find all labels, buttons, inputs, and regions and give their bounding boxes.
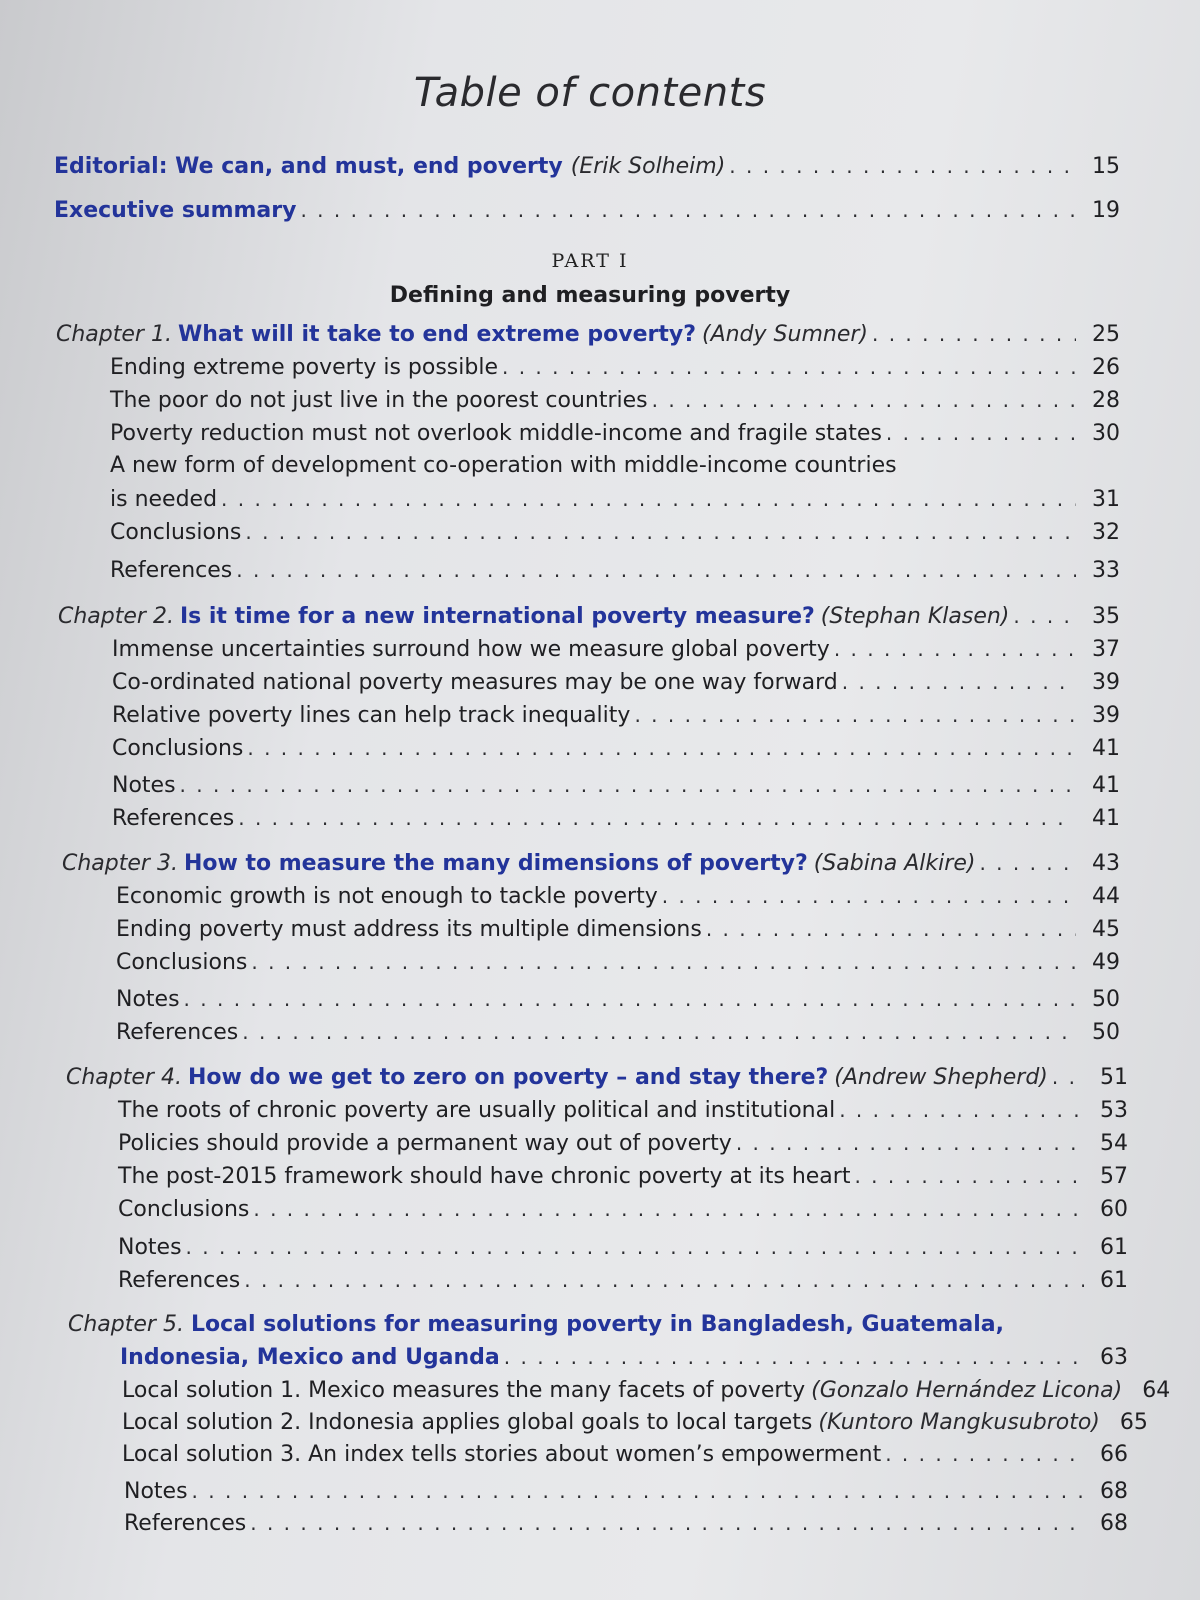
toc-chapter-2[interactable] bbox=[58, 602, 1120, 631]
dot-leader bbox=[979, 849, 1076, 877]
section-page: 39 bbox=[1092, 703, 1120, 728]
section-page: 68 bbox=[1100, 1479, 1128, 1504]
section-title: Ending poverty must address its multiple dimensions bbox=[116, 917, 702, 942]
section-page: 37 bbox=[1092, 637, 1120, 662]
dot-leader bbox=[839, 1096, 1084, 1124]
toc-section[interactable] bbox=[110, 518, 1120, 547]
section-page: 64 bbox=[1142, 1378, 1171, 1403]
toc-section[interactable] bbox=[112, 804, 1120, 833]
dot-leader bbox=[854, 1162, 1084, 1190]
section-page: 60 bbox=[1100, 1197, 1128, 1222]
chapter-label: Chapter 3. bbox=[62, 851, 178, 876]
section-title: Conclusions bbox=[118, 1197, 250, 1222]
toc-section[interactable] bbox=[110, 485, 1120, 514]
toc-section[interactable] bbox=[116, 985, 1120, 1014]
section-page: 33 bbox=[1092, 558, 1120, 583]
section-title: Co-ordinated national poverty measures may be one way forward bbox=[112, 670, 838, 695]
section-page: 49 bbox=[1092, 950, 1120, 975]
chapter-label: Chapter 5. bbox=[68, 1312, 184, 1337]
section-page: 66 bbox=[1100, 1442, 1128, 1467]
dot-leader bbox=[242, 1018, 1076, 1046]
toc-section[interactable] bbox=[118, 1129, 1128, 1158]
section-page: 50 bbox=[1092, 987, 1120, 1012]
toc-section[interactable] bbox=[118, 1096, 1128, 1125]
dot-leader bbox=[1052, 1063, 1084, 1091]
toc-section[interactable] bbox=[110, 353, 1120, 382]
dot-leader bbox=[236, 556, 1076, 584]
dot-leader bbox=[662, 882, 1076, 910]
toc-section[interactable] bbox=[112, 701, 1120, 730]
section-title: Conclusions bbox=[116, 950, 248, 975]
section-title: Local solution 2. Indonesia applies global goals to local targets bbox=[122, 1410, 813, 1435]
entry-title: Editorial: We can, and must, end poverty bbox=[54, 154, 563, 179]
toc-section[interactable] bbox=[118, 1195, 1128, 1224]
dot-leader bbox=[736, 1129, 1084, 1157]
toc-section[interactable] bbox=[112, 635, 1120, 664]
section-title: Conclusions bbox=[112, 736, 244, 761]
toc-chapter-5-line1[interactable] bbox=[68, 1311, 1004, 1339]
dot-leader bbox=[192, 1477, 1084, 1505]
section-title: References bbox=[124, 1511, 247, 1536]
dot-leader bbox=[253, 1195, 1084, 1223]
dot-leader bbox=[634, 701, 1076, 729]
section-title: The roots of chronic poverty are usually political and institutional bbox=[118, 1098, 836, 1123]
chapter-page: 25 bbox=[1092, 322, 1120, 347]
chapter-title: What will it take to end extreme poverty? bbox=[177, 322, 696, 347]
dot-leader bbox=[886, 419, 1076, 447]
dot-leader bbox=[221, 485, 1076, 513]
dot-leader bbox=[300, 196, 1076, 224]
dot-leader bbox=[834, 635, 1076, 663]
chapter-author: (Stephan Klasen) bbox=[820, 604, 1010, 629]
chapter-page: 51 bbox=[1100, 1065, 1128, 1090]
chapter-label: Chapter 4. bbox=[66, 1065, 182, 1090]
section-title: Relative poverty lines can help track inequality bbox=[112, 703, 631, 728]
toc-section[interactable] bbox=[110, 386, 1120, 415]
toc-section[interactable] bbox=[124, 1477, 1128, 1506]
entry-author: (Erik Solheim) bbox=[570, 154, 726, 179]
toc-chapter-4[interactable] bbox=[66, 1063, 1128, 1092]
dot-leader bbox=[885, 1440, 1084, 1468]
part-title: Defining and measuring poverty bbox=[389, 283, 791, 308]
toc-section[interactable] bbox=[118, 1266, 1128, 1295]
section-title: Conclusions bbox=[110, 520, 242, 545]
toc-section[interactable] bbox=[124, 1509, 1128, 1538]
chapter-label: Chapter 2. bbox=[58, 604, 174, 629]
section-page: 53 bbox=[1100, 1098, 1128, 1123]
chapter-page: 63 bbox=[1100, 1345, 1128, 1370]
section-title: References bbox=[112, 806, 235, 831]
section-title: Notes bbox=[118, 1235, 182, 1260]
dot-leader bbox=[502, 353, 1076, 381]
chapter-author: (Andrew Shepherd) bbox=[834, 1065, 1048, 1090]
section-page: 57 bbox=[1100, 1164, 1128, 1189]
dot-leader bbox=[247, 734, 1076, 762]
section-page: 28 bbox=[1092, 388, 1120, 413]
section-page: 30 bbox=[1092, 421, 1120, 446]
toc-section[interactable] bbox=[110, 556, 1120, 585]
section-page: 41 bbox=[1092, 736, 1120, 761]
section-page: 61 bbox=[1100, 1235, 1128, 1260]
chapter-author: (Andy Sumner) bbox=[701, 322, 868, 347]
section-page: 65 bbox=[1119, 1410, 1148, 1435]
toc-section[interactable] bbox=[118, 1162, 1128, 1191]
chapter-page: 35 bbox=[1092, 604, 1120, 629]
section-title: The poor do not just live in the poorest countries bbox=[110, 388, 648, 413]
section-title: Immense uncertainties surround how we measure global poverty bbox=[112, 637, 830, 662]
section-title: The post-2015 framework should have chronic poverty at its heart bbox=[118, 1164, 851, 1189]
toc-section[interactable] bbox=[116, 882, 1120, 911]
entry-title: Executive summary bbox=[54, 198, 297, 223]
section-title: References bbox=[110, 558, 233, 583]
section-page: 26 bbox=[1092, 355, 1120, 380]
section-page: 45 bbox=[1092, 917, 1120, 942]
section-page: 61 bbox=[1100, 1268, 1128, 1293]
section-page: 32 bbox=[1092, 520, 1120, 545]
section-page: 44 bbox=[1092, 884, 1120, 909]
toc-section[interactable] bbox=[122, 1408, 1148, 1437]
toc-section[interactable] bbox=[112, 734, 1120, 763]
chapter-label: Chapter 1. bbox=[56, 322, 172, 347]
section-title: References bbox=[116, 1020, 239, 1045]
chapter-page: 43 bbox=[1092, 851, 1120, 876]
section-page: 39 bbox=[1092, 670, 1120, 695]
toc-entry-executive-summary[interactable] bbox=[54, 196, 1120, 225]
page-title: Table of contents bbox=[413, 70, 767, 116]
section-title: Ending extreme poverty is possible bbox=[110, 355, 498, 380]
chapter-author: (Sabina Alkire) bbox=[813, 851, 976, 876]
toc-section[interactable] bbox=[122, 1440, 1128, 1469]
section-page: 41 bbox=[1092, 806, 1120, 831]
section-title: Notes bbox=[124, 1479, 188, 1504]
section-title: Poverty reduction must not overlook middle-income and fragile states bbox=[110, 421, 882, 446]
toc-section[interactable] bbox=[122, 1376, 1171, 1405]
part-label: PART I bbox=[551, 250, 629, 272]
toc-chapter-1[interactable] bbox=[56, 320, 1120, 349]
dot-leader bbox=[244, 1266, 1084, 1294]
dot-leader bbox=[842, 668, 1076, 696]
dot-leader bbox=[504, 1343, 1084, 1371]
section-title: Local solution 3. An index tells stories about women’s empowerment bbox=[122, 1442, 882, 1467]
section-page: 68 bbox=[1100, 1511, 1128, 1536]
section-page: 31 bbox=[1092, 487, 1120, 512]
dot-leader bbox=[184, 985, 1076, 1013]
toc-section[interactable] bbox=[116, 915, 1120, 944]
section-title: Notes bbox=[116, 987, 180, 1012]
toc-section[interactable] bbox=[116, 1018, 1120, 1047]
section-title: Local solution 1. Mexico measures the many facets of poverty bbox=[122, 1378, 806, 1403]
section-title: Policies should provide a permanent way out of poverty bbox=[118, 1131, 732, 1156]
toc-section[interactable] bbox=[116, 948, 1120, 977]
section-author: (Kuntoro Mangkusubroto) bbox=[818, 1410, 1100, 1435]
section-author: (Gonzalo Hernández Licona) bbox=[811, 1378, 1123, 1403]
section-title: References bbox=[118, 1268, 241, 1293]
chapter-title-line1: Local solutions for measuring poverty in Bangladesh, Guatemala, bbox=[190, 1312, 1004, 1337]
dot-leader bbox=[652, 386, 1076, 414]
section-page: 50 bbox=[1092, 1020, 1120, 1045]
section-title: Economic growth is not enough to tackle poverty bbox=[116, 884, 658, 909]
section-page: 41 bbox=[1092, 773, 1120, 798]
chapter-title: Indonesia, Mexico and Uganda bbox=[120, 1345, 500, 1370]
entry-page: 19 bbox=[1092, 198, 1120, 223]
dot-leader bbox=[729, 152, 1076, 180]
entry-page: 15 bbox=[1092, 154, 1120, 179]
dot-leader bbox=[872, 320, 1076, 348]
toc-chapter-5[interactable] bbox=[120, 1343, 1128, 1372]
toc-section[interactable] bbox=[110, 419, 1120, 448]
section-title: Notes bbox=[112, 773, 176, 798]
dot-leader bbox=[251, 948, 1076, 976]
toc-entry-editorial[interactable] bbox=[54, 152, 1120, 181]
dot-leader bbox=[245, 518, 1076, 546]
dot-leader bbox=[180, 771, 1076, 799]
toc-section[interactable] bbox=[112, 771, 1120, 800]
toc-section[interactable] bbox=[118, 1233, 1128, 1262]
section-title-line1[interactable]: A new form of development co-operation with middle-income countries bbox=[110, 453, 897, 478]
toc-section[interactable] bbox=[112, 668, 1120, 697]
chapter-title: Is it time for a new international poverty measure? bbox=[179, 604, 815, 629]
dot-leader bbox=[250, 1509, 1084, 1537]
dot-leader bbox=[1013, 602, 1076, 630]
section-page: 54 bbox=[1100, 1131, 1128, 1156]
dot-leader bbox=[186, 1233, 1084, 1261]
chapter-title: How to measure the many dimensions of poverty? bbox=[183, 851, 808, 876]
toc-chapter-3[interactable] bbox=[62, 849, 1120, 878]
section-title: is needed bbox=[110, 487, 218, 512]
chapter-title: How do we get to zero on poverty – and stay there? bbox=[187, 1065, 829, 1090]
dot-leader bbox=[706, 915, 1076, 943]
dot-leader bbox=[238, 804, 1076, 832]
